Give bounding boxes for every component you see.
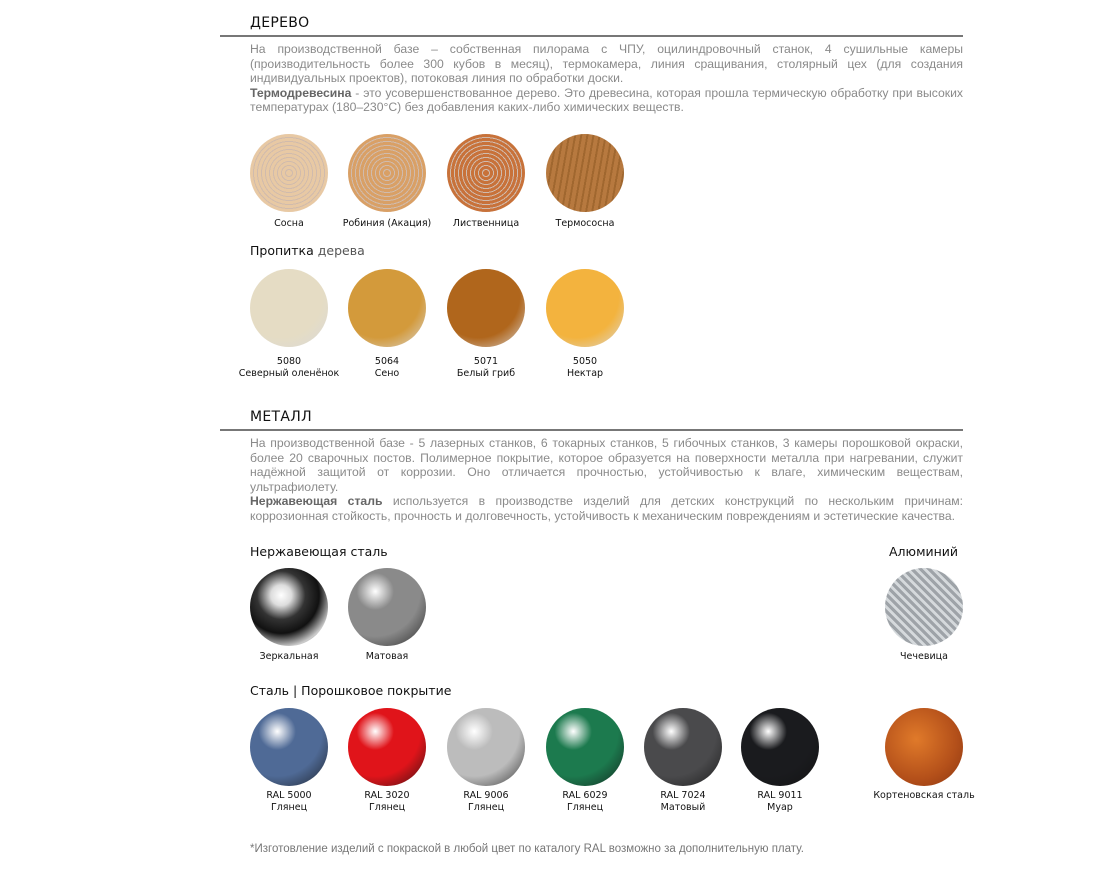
powder-label-line: Глянец (467, 802, 505, 813)
powder-swatch (348, 708, 426, 786)
stainless-swatch (250, 568, 328, 646)
impregnation-label-line: Белый гриб (456, 368, 516, 379)
divider (220, 35, 963, 37)
stainless-label (327, 651, 447, 663)
wood-label (525, 218, 645, 230)
impregnation-swatch (348, 269, 426, 347)
powder-label-line: Матовый (660, 802, 706, 813)
metal-text-1: На производственной базе - 5 лазерных станков, 6 токарных станков, 5 гибочных станков, 3 камеры порошковой окраски, более 20 сварочных постов. Полимерное покрытие, которое образуется на поверхности металла при нагревании, служит надёжной защитой от коррозии. Оно отличается прочностью, устойчивостью к влаге, химическим веществам, ультрафиолету. (250, 436, 963, 494)
impregnation-label-line: 5064 (374, 356, 400, 367)
wood-swatch (546, 134, 624, 212)
impregnation-label-line: 5050 (572, 356, 598, 367)
wood-description (250, 42, 963, 115)
impregnation-swatch (447, 269, 525, 347)
section-title-wood: ДЕРЕВО (250, 15, 310, 31)
aluminium-label-line: Чечевица (900, 651, 948, 662)
section-title-metal: МЕТАЛЛ (250, 409, 312, 425)
stainless-bold: Нержавеющая сталь (250, 494, 383, 509)
stainless-swatch (348, 568, 426, 646)
thermowood-bold: Термодревесина (250, 85, 352, 100)
powder-label (720, 790, 840, 814)
powder-swatch (644, 708, 722, 786)
powder-label-line: Глянец (368, 802, 406, 813)
powder-label-line: RAL 6029 (562, 790, 608, 801)
stainless-label-line: Зеркальная (259, 651, 319, 662)
powder-swatch (741, 708, 819, 786)
impregnation-label-line: 5080 (276, 356, 302, 367)
footnote: *Изготовление изделий с покраской в любой цвет по каталогу RAL возможно за дополнительную плату. (250, 843, 804, 855)
metal-text-2: используется в производстве изделий для детских конструкций по нескольким причинам: коррозионная стойкость, прочность и долговечность, устойчивость к механическим повреждениям и эстетические качества. (250, 494, 963, 523)
stainless-title: Нержавеющая сталь (250, 544, 388, 559)
powder-label-line: RAL 9006 (463, 790, 509, 801)
wood-text-2: - это усовершенствованное дерево. Это древесина, которая прошла термическую обработку при высоких температурах (180–230°C) без добавления каких-либо химических веществ. (250, 85, 963, 115)
aluminium-swatch (885, 568, 963, 646)
stainless-label-line: Матовая (365, 651, 409, 662)
impregnation-swatch (546, 269, 624, 347)
aluminium-title: Алюминий (889, 544, 959, 559)
corten-swatch (885, 708, 963, 786)
powder-label-line: Глянец (270, 802, 308, 813)
wood-swatch (250, 134, 328, 212)
wood-label-line: Сосна (274, 218, 304, 229)
wood-swatch (348, 134, 426, 212)
impregnation-swatch (250, 269, 328, 347)
impregnation-title (250, 243, 365, 258)
corten-label (864, 790, 984, 802)
corten-label-line: Кортеновская сталь (873, 790, 975, 801)
impregnation-title-a: Пропитка (250, 243, 314, 258)
aluminium-label (864, 651, 984, 663)
powder-label-line: RAL 9011 (757, 790, 803, 801)
impregnation-label-line: 5071 (473, 356, 499, 367)
wood-label-line: Лиственница (452, 218, 520, 229)
impregnation-label (525, 356, 645, 380)
powder-swatch (447, 708, 525, 786)
wood-swatch (447, 134, 525, 212)
powder-swatch (546, 708, 624, 786)
impregnation-label-line: Нектар (566, 368, 604, 379)
impregnation-label-line: Северный оленёнок (238, 368, 340, 379)
powder-swatch (250, 708, 328, 786)
powder-title: Сталь | Порошковое покрытие (250, 683, 452, 698)
wood-label-line: Термососна (555, 218, 615, 229)
wood-label-line: Робиния (Акация) (342, 218, 432, 229)
powder-label-line: RAL 5000 (266, 790, 312, 801)
divider (220, 429, 963, 431)
powder-label-line: Муар (767, 802, 793, 813)
metal-description (250, 436, 963, 524)
powder-label-line: RAL 7024 (660, 790, 706, 801)
wood-text-1: На производственной базе – собственная пилорама с ЧПУ, оцилиндровочный станок, 4 сушильные камеры (производительность более 300 кубов в месяц), термокамера, линия сращивания, столярный цех (для создания индивидуальных проектов), потоковая линия по обработки доски. (250, 42, 963, 86)
powder-label-line: Глянец (566, 802, 604, 813)
powder-label-line: RAL 3020 (364, 790, 410, 801)
impregnation-title-b: дерева (313, 243, 365, 258)
impregnation-label-line: Сено (374, 368, 400, 379)
